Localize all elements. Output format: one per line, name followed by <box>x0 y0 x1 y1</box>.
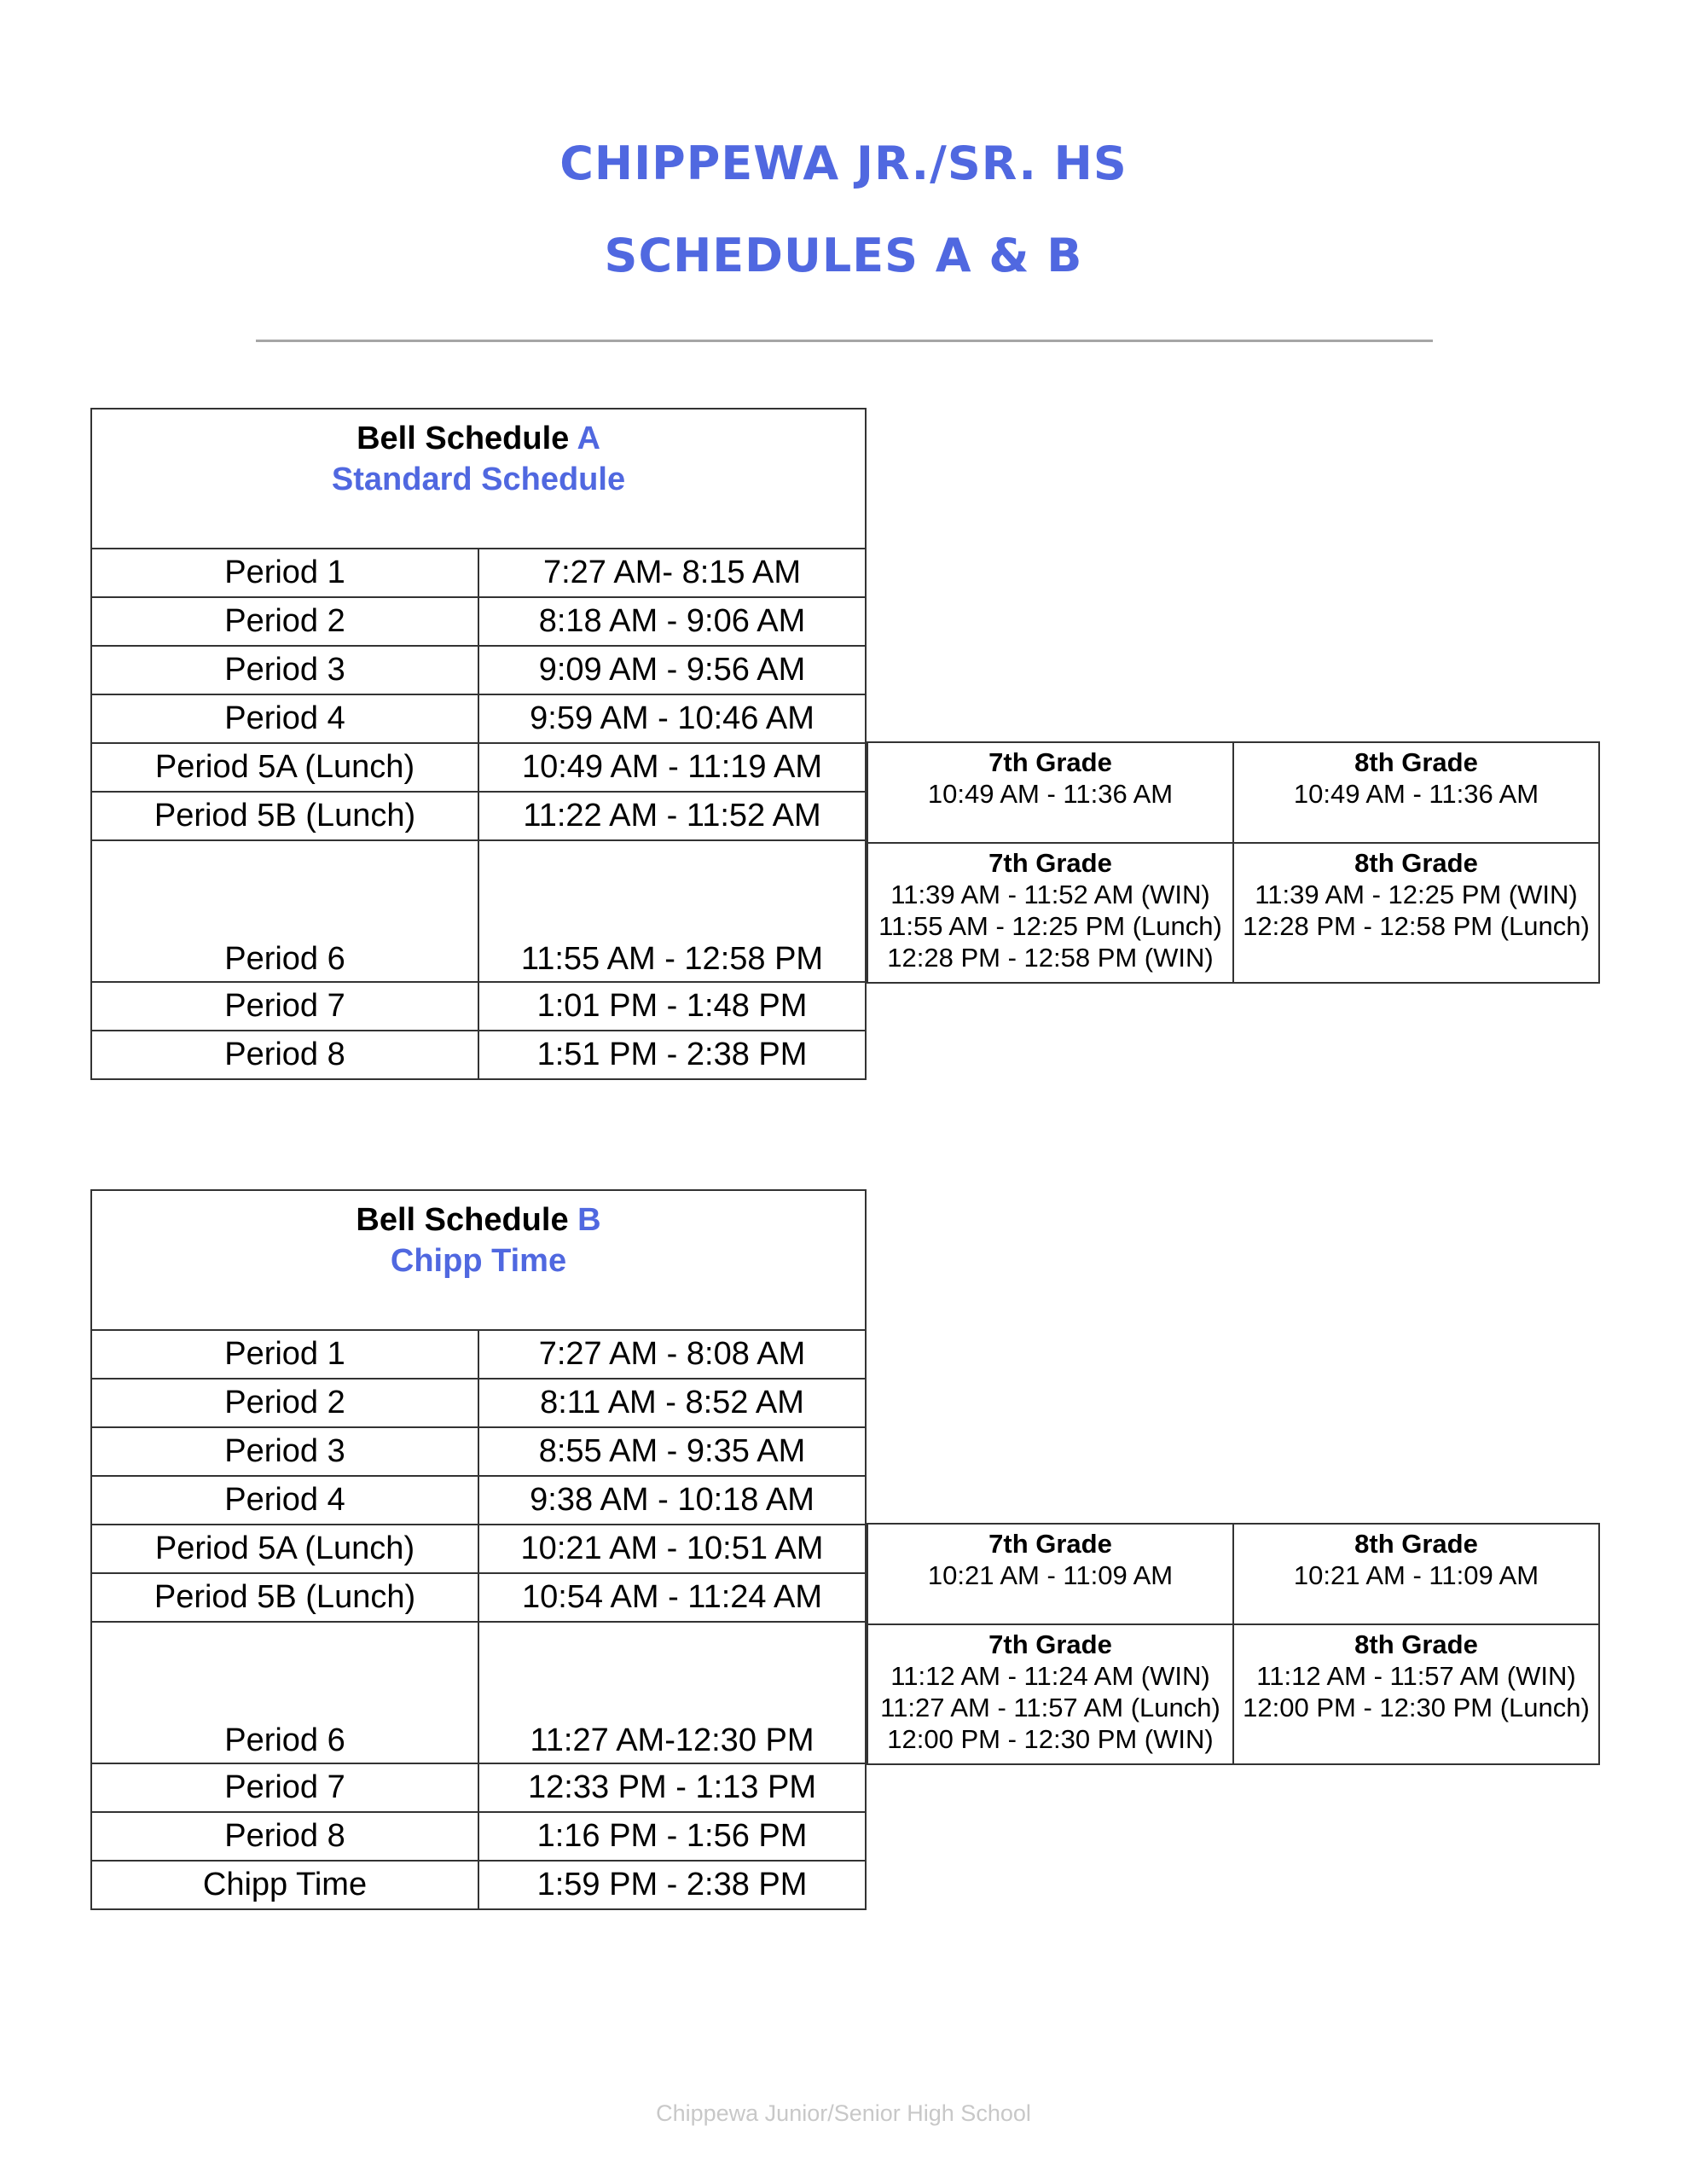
period-name: Chipp Time <box>91 1861 478 1909</box>
table-row <box>91 1573 866 1622</box>
table-row <box>91 1525 866 1573</box>
grade-cell-8th <box>1233 742 1599 843</box>
period-name: Period 2 <box>91 1379 478 1427</box>
period-name: Period 5A (Lunch) <box>91 743 478 792</box>
period-time: 12:33 PM - 1:13 PM <box>478 1763 866 1812</box>
period-time: 11:27 AM-12:30 PM <box>478 1622 866 1763</box>
grade-time: 10:49 AM - 11:36 AM <box>1293 779 1539 809</box>
period-name: Period 1 <box>91 549 478 597</box>
bell-schedule-a <box>90 408 867 1080</box>
table-row <box>91 1476 866 1525</box>
schedule-a-title: Bell Schedule <box>357 421 577 456</box>
schedule-a-letter: A <box>577 421 600 456</box>
grade-label: 7th Grade <box>988 848 1112 878</box>
period-time: 9:09 AM - 9:56 AM <box>478 646 866 694</box>
grade-cell-8th <box>1233 843 1599 983</box>
grade-label: 8th Grade <box>1354 1529 1478 1559</box>
schedule-a-subtitle: Standard Schedule <box>331 462 626 497</box>
schedule-b-subtitle: Chipp Time <box>390 1243 567 1279</box>
period-time: 9:38 AM - 10:18 AM <box>478 1476 866 1525</box>
period-time: 10:49 AM - 11:19 AM <box>478 743 866 792</box>
grade-label: 7th Grade <box>988 1629 1112 1659</box>
period-time: 7:27 AM- 8:15 AM <box>478 549 866 597</box>
period-name: Period 1 <box>91 1330 478 1379</box>
grade-label: 8th Grade <box>1354 747 1478 777</box>
table-row <box>91 792 866 840</box>
table-row <box>91 646 866 694</box>
period-name: Period 4 <box>91 1476 478 1525</box>
table-row <box>91 840 866 982</box>
grade-label: 8th Grade <box>1354 848 1478 878</box>
period-name: Period 5B (Lunch) <box>91 792 478 840</box>
period-time: 10:21 AM - 10:51 AM <box>478 1525 866 1573</box>
page-title: CHIPPEWA JR./SR. HS <box>559 136 1128 190</box>
table-row <box>91 1622 866 1763</box>
table-row <box>91 1031 866 1079</box>
schedule-b-header <box>91 1190 866 1330</box>
period-time: 1:59 PM - 2:38 PM <box>478 1861 866 1909</box>
grade-time: 11:39 AM - 12:25 PM (WIN) <box>1255 880 1578 909</box>
period-time: 8:55 AM - 9:35 AM <box>478 1427 866 1476</box>
schedule-b-letter: B <box>577 1202 601 1238</box>
schedule-a-header <box>91 409 866 549</box>
period-name: Period 8 <box>91 1812 478 1861</box>
period-name: Period 6 <box>91 840 478 982</box>
table-row <box>91 1330 866 1379</box>
table-row <box>91 1763 866 1812</box>
bell-schedule-b <box>90 1189 867 1910</box>
grade-time: 11:55 AM - 12:25 PM (Lunch) <box>878 911 1222 941</box>
schedule-a-table <box>90 408 867 1080</box>
schedule-b-table <box>90 1189 867 1910</box>
table-row <box>91 743 866 792</box>
table-row <box>91 1427 866 1476</box>
grade-label: 8th Grade <box>1354 1629 1478 1659</box>
grade-time: 11:12 AM - 11:24 AM (WIN) <box>890 1661 1210 1691</box>
period-name: Period 8 <box>91 1031 478 1079</box>
grade-cell-7th <box>867 843 1233 983</box>
table-row <box>91 1379 866 1427</box>
period-time: 1:16 PM - 1:56 PM <box>478 1812 866 1861</box>
period-name: Period 2 <box>91 597 478 646</box>
schedule-b-grade-breakdown <box>867 1523 1600 1765</box>
schedule-b-title: Bell Schedule <box>356 1202 578 1238</box>
table-row <box>91 694 866 743</box>
grade-time: 11:27 AM - 11:57 AM (Lunch) <box>880 1693 1220 1722</box>
period-time: 8:11 AM - 8:52 AM <box>478 1379 866 1427</box>
grade-time: 12:28 PM - 12:58 PM (Lunch) <box>1243 911 1590 941</box>
grade-cell-7th <box>867 742 1233 843</box>
period-name: Period 3 <box>91 1427 478 1476</box>
period-time: 11:55 AM - 12:58 PM <box>478 840 866 982</box>
grade-cell-8th <box>1233 1624 1599 1764</box>
grade-time: 12:28 PM - 12:58 PM (WIN) <box>887 943 1214 973</box>
period-name: Period 4 <box>91 694 478 743</box>
grade-cell-7th <box>867 1624 1233 1764</box>
period-time: 11:22 AM - 11:52 AM <box>478 792 866 840</box>
grade-label: 7th Grade <box>988 1529 1112 1559</box>
period-name: Period 6 <box>91 1622 478 1763</box>
schedule-a-grade-breakdown <box>867 741 1600 984</box>
page-footer: Chippewa Junior/Senior High School <box>656 2100 1031 2126</box>
table-row <box>91 1812 866 1861</box>
grade-time: 10:49 AM - 11:36 AM <box>927 779 1174 809</box>
period-name: Period 5B (Lunch) <box>91 1573 478 1622</box>
grade-time: 10:21 AM - 11:09 AM <box>927 1560 1174 1590</box>
grade-label: 7th Grade <box>988 747 1112 777</box>
grade-cell-7th <box>867 1524 1233 1624</box>
period-name: Period 5A (Lunch) <box>91 1525 478 1573</box>
period-time: 1:51 PM - 2:38 PM <box>478 1031 866 1079</box>
grade-cell-8th <box>1233 1524 1599 1624</box>
grade-time: 10:21 AM - 11:09 AM <box>1293 1560 1539 1590</box>
horizontal-divider <box>256 340 1433 342</box>
table-row <box>91 597 866 646</box>
table-row <box>91 1861 866 1909</box>
grade-time: 12:00 PM - 12:30 PM (Lunch) <box>1243 1693 1590 1722</box>
table-row <box>91 982 866 1031</box>
period-time: 7:27 AM - 8:08 AM <box>478 1330 866 1379</box>
period-name: Period 7 <box>91 1763 478 1812</box>
grade-time: 12:00 PM - 12:30 PM (WIN) <box>887 1724 1214 1754</box>
grade-time: 11:39 AM - 11:52 AM (WIN) <box>890 880 1210 909</box>
period-time: 1:01 PM - 1:48 PM <box>478 982 866 1031</box>
period-name: Period 7 <box>91 982 478 1031</box>
page-subtitle: SCHEDULES A & B <box>604 229 1083 282</box>
grade-time: 11:12 AM - 11:57 AM (WIN) <box>1256 1661 1576 1691</box>
period-name: Period 3 <box>91 646 478 694</box>
period-time: 9:59 AM - 10:46 AM <box>478 694 866 743</box>
table-row <box>91 549 866 597</box>
period-time: 8:18 AM - 9:06 AM <box>478 597 866 646</box>
period-time: 10:54 AM - 11:24 AM <box>478 1573 866 1622</box>
